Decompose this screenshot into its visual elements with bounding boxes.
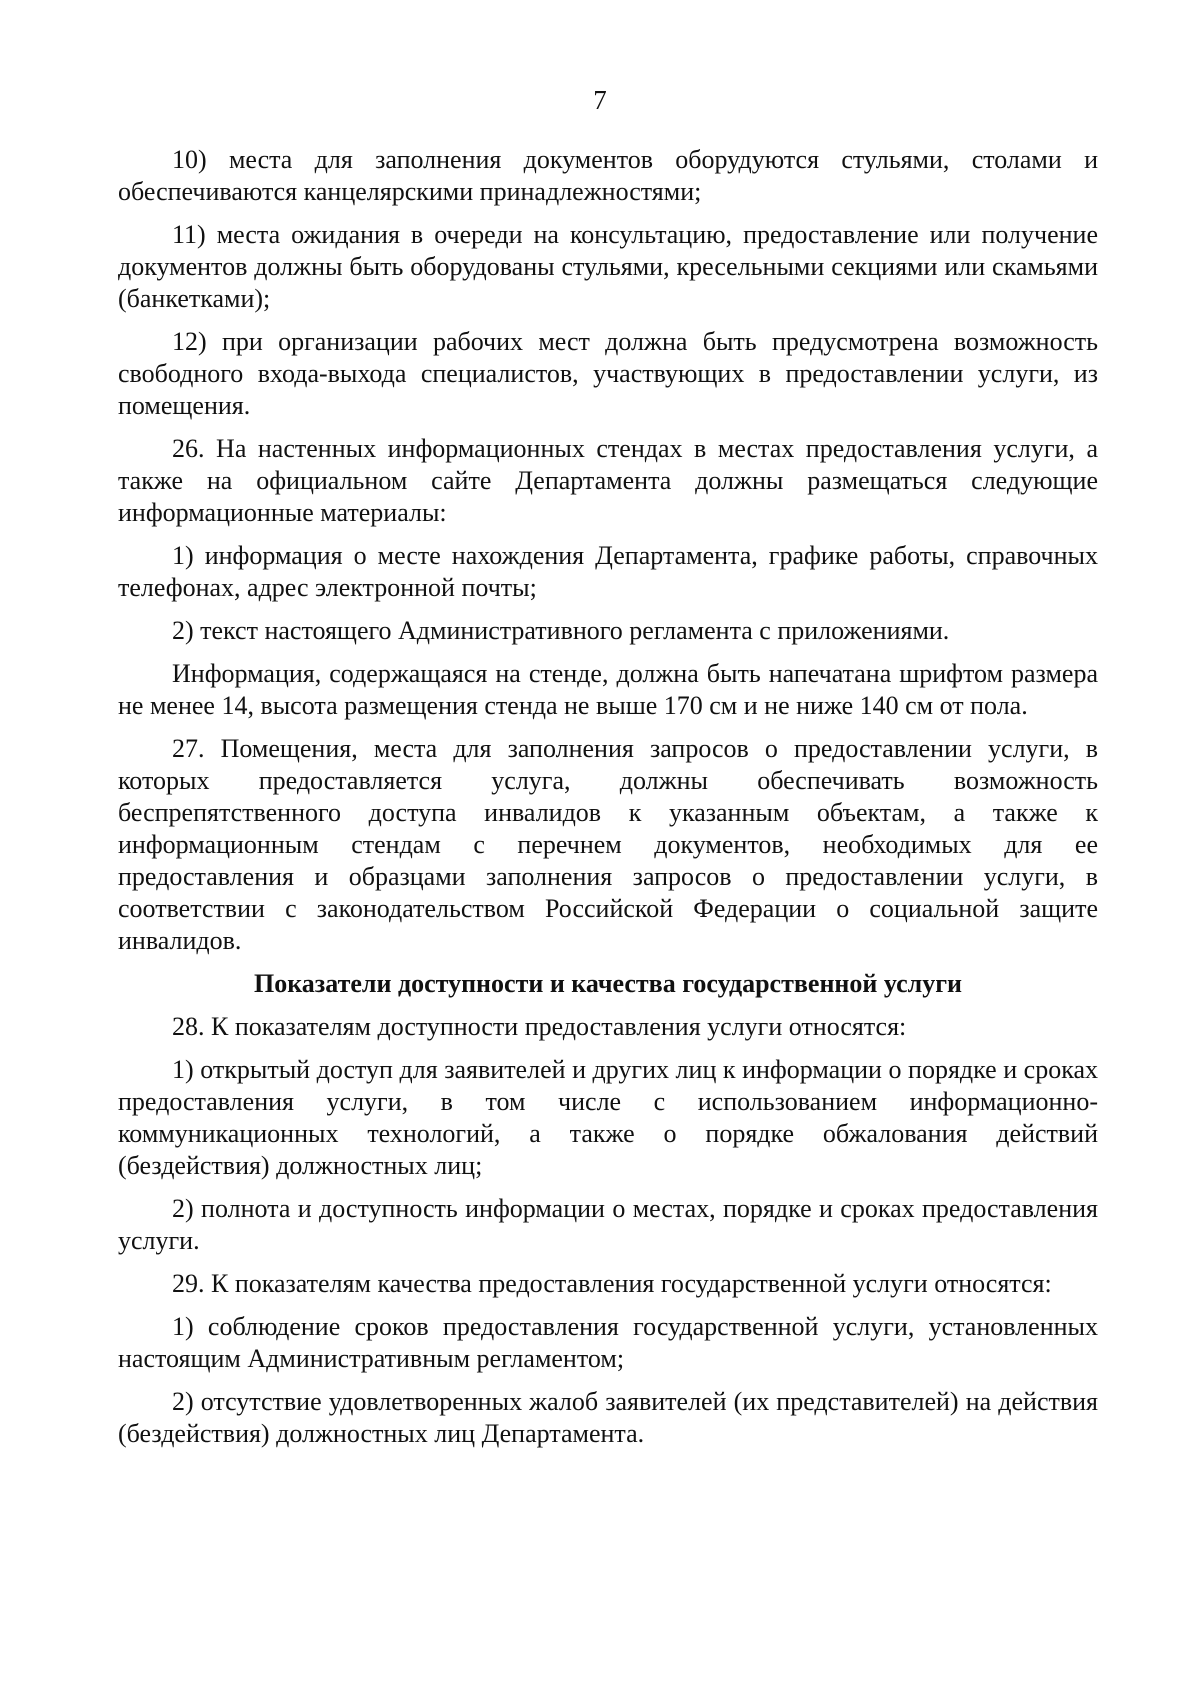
paragraph-clause-26-item-2: 2) текст настоящего Административного регламента с приложениями. [172,616,950,645]
paragraph-clause-28-item-2: 2) полнота и доступность информации о местах, порядке и сроках предоставления услуги. [118,1194,1098,1255]
paragraph-stand-requirements: Информация, содержащаяся на стенде, должна быть напечатана шрифтом размера не менее 14, высота размещения стенда не выше 170 см и не ниже 140 см от пола. [118,659,1098,720]
paragraph-item-10: 10) места для заполнения документов оборудуются стульями, столами и обеспечиваются канцелярскими принадлежностями; [118,145,1098,206]
paragraph-clause-29-item-1: 1) соблюдение сроков предоставления государственной услуги, установленных настоящим Административным регламентом; [118,1312,1098,1373]
paragraph-clause-26: 26. На настенных информационных стендах в местах предоставления услуги, а также на официальном сайте Департамента должны размещаться следующие информационные материалы: [118,434,1098,527]
paragraph-clause-28-item-1: 1) открытый доступ для заявителей и других лиц к информации о порядке и сроках предоставления услуги, в том числе с использованием информационно-коммуникационных технологий, а также о порядке обжалования действий (бездействия) должностных лиц; [118,1055,1098,1180]
paragraph-clause-29-item-2: 2) отсутствие удовлетворенных жалоб заявителей (их представителей) на действия (бездействия) должностных лиц Департамента. [118,1387,1098,1448]
paragraph-clause-26-item-1: 1) информация о месте нахождения Департамента, графике работы, справочных телефонах, адрес электронной почты; [118,541,1098,602]
page-number: 7 [593,85,607,115]
section-heading: Показатели доступности и качества государственной услуги [253,969,963,998]
paragraph-clause-29: 29. К показателям качества предоставления государственной услуги относятся: [172,1269,1052,1298]
paragraph-clause-27: 27. Помещения, места для заполнения запросов о предоставлении услуги, в которых предоставляется услуга, должны обеспечивать возможность беспрепятственного доступа инвалидов к указанным объектам, а также к информационным стендам с перечнем документов, необходимых для ее предоставления и образцами заполнения запросов о предоставлении услуги, в соответствии с законодательством Российской Федерации о социальной защите инвалидов. [118,734,1098,955]
paragraph-item-11: 11) места ожидания в очереди на консультацию, предоставление или получение документов должны быть оборудованы стульями, кресельными секциями или скамьями (банкетками); [118,220,1098,313]
paragraph-item-12: 12) при организации рабочих мест должна быть предусмотрена возможность свободного входа-выхода специалистов, участвующих в предоставлении услуги, из помещения. [118,327,1098,420]
document-body [118,144,1098,1461]
paragraph-clause-28: 28. К показателям доступности предоставления услуги относятся: [172,1012,907,1041]
